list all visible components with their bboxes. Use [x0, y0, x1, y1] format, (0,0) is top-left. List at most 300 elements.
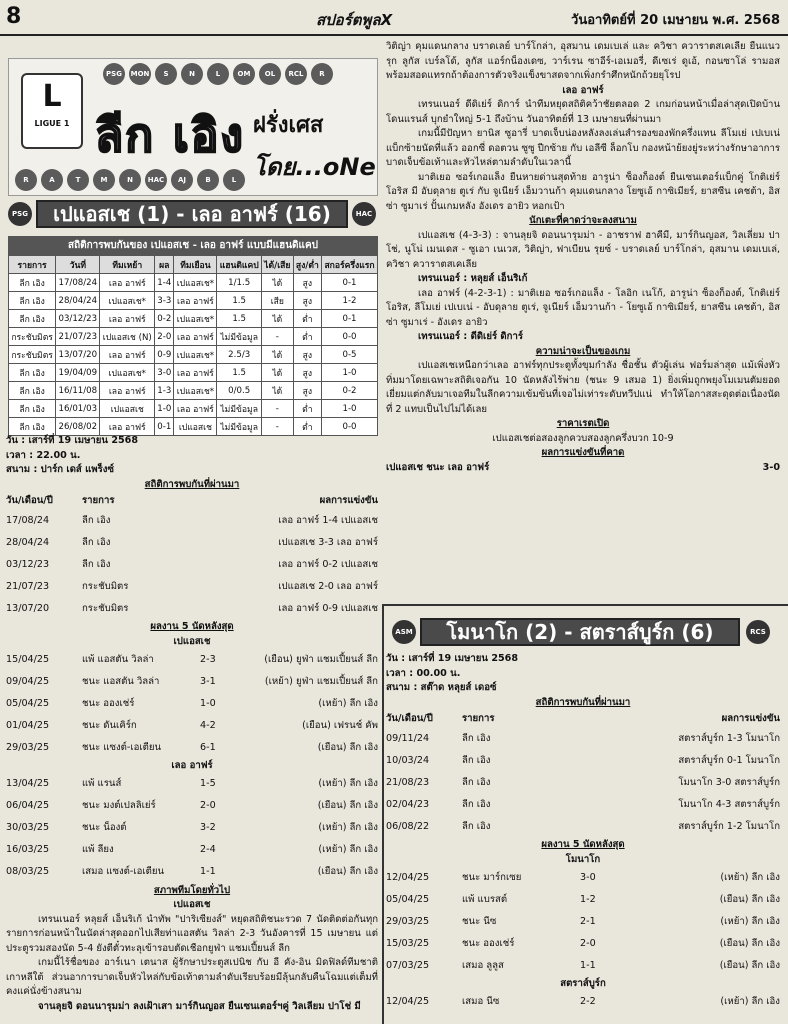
table-row — [9, 418, 378, 436]
h2h-result: เปแอสเช 2-0 เลอ อาฟร์ — [278, 580, 378, 592]
table-row — [9, 400, 378, 418]
form-row — [6, 862, 378, 884]
table-header-cell: วันที่ — [56, 256, 100, 274]
table-cell: 0/0.5 — [217, 382, 262, 400]
form-result: ชนะ มงต์เปลลิเย่ร์ — [82, 800, 156, 812]
table-cell: เปแอสเช (N) — [100, 328, 155, 346]
h2h-row — [6, 554, 378, 576]
form-row — [386, 889, 780, 911]
price-heading: ราคาเรตเปิด — [556, 418, 610, 429]
table-cell: 3-3 — [155, 292, 174, 310]
club-crest-icon: A — [41, 169, 63, 191]
league-banner — [8, 58, 378, 196]
club-crest-icon: OM — [233, 63, 255, 85]
team-news-sub: เปแอสเช — [173, 899, 211, 910]
table-cell: ได้ — [261, 346, 293, 364]
club-crest-icon: MON — [129, 63, 151, 85]
table-cell: 1-3 — [155, 382, 174, 400]
match-venue: สนาม : ปาร์ก เดส์ แพร็งซ์ — [6, 464, 114, 475]
h2h-list — [386, 728, 780, 838]
section-divider — [382, 604, 788, 606]
form-result: เสมอ นีซ — [462, 996, 500, 1008]
away-team-heading: เลอ อาฟร์ — [562, 84, 604, 96]
club-crest-icon: S — [155, 63, 177, 85]
form-score: 1-0 — [200, 697, 216, 709]
h2h-comp: กระชับมิตร — [82, 602, 129, 614]
h2h-result: เลอ อาฟร์ 1-4 เปแอสเช — [278, 514, 378, 526]
form-venue: (เยือน) ลีก เอิง — [719, 959, 780, 971]
table-cell: - — [261, 328, 293, 346]
table-cell: เปแอสเช* — [174, 382, 217, 400]
h2h-result: สตราส์บูร์ก 1-3 โมนาโก — [678, 732, 780, 744]
form-venue: (เหย้า) ลีก เอิง — [720, 996, 780, 1008]
form-row — [6, 796, 378, 818]
section-divider — [382, 604, 384, 1024]
table-cell: 17/08/24 — [56, 274, 100, 292]
table-cell: 16/01/03 — [56, 400, 100, 418]
form-venue: (เหย้า) ยูฟ่า แชมเปี้ยนส์ ลีก — [264, 675, 378, 687]
h2h-comp: ลีก เอิง — [462, 732, 491, 744]
h2h-heading: สถิติการพบกันที่ผ่านมา — [535, 696, 631, 708]
banner-title: ลีก เอิง — [95, 108, 245, 162]
form-score: 2-3 — [200, 653, 216, 665]
form-venue: (เยือน) ยูฟ่า แชมเปี้ยนส์ ลีก — [264, 653, 378, 665]
h2h-row — [386, 772, 780, 794]
article-paragraph: เกมนี้มีปัญหา ยานิส ซูอารี่ บาดเจ็บน่องหลังลงเล่นสำรองของพักครึ่งแทน ลีโมเย่ เปเบเน่ แบ็กซ้ายนัดที่แล้ว ออกซี่ ดอตวน ซูซู ปีกซ้าย กับ เอลีซี ล็อกโบ กองหน้าย้ยงยู่ระหว่างรักษาอาการบาดเจ็บข้อเท้าและหัวไหล่ตามลำดับในเวลานี้ — [386, 128, 780, 168]
table-cell: 1-4 — [155, 274, 174, 292]
h2h-row — [386, 794, 780, 816]
h2h-result: โมนาโก 4-3 สตราส์บูร์ก — [678, 798, 780, 810]
form-date: 05/04/25 — [6, 697, 50, 709]
form-result: ชนะ นีซ — [462, 915, 497, 927]
form-score: 1-2 — [580, 893, 596, 905]
table-row — [9, 328, 378, 346]
team-news-paragraph: เทรนเนอร์ หลุยส์ เอ็นริเก้ นำทัพ "ปาริเซียงส์" หยุดสถิติชนะรวด 7 นัดติดต่อกันทุกรายการก่อนหน้าในนัดล่าสุดออกไปเสียท่าแอสตัน วิลล่า 2-3 วันอังคารที่ 15 เมษายน แต่ประตูรวมสองนัด 5-4 ยังตีตั๋วทะลุเข้ารอบตัดเชือกยูฟ่า แชมเปี้ยนส์ ลีก — [6, 913, 378, 954]
h2h-comp: ลีก เอิง — [82, 514, 111, 526]
table-header-cell: สูง/ต่ำ — [293, 256, 321, 274]
table-row — [9, 346, 378, 364]
article-paragraph: วิติญ่า คุมแดนกลาง บราดเลย์ บาร์โกล่า, อุสมาน เดมเบเล่ และ ควิชา ควาราตสเคเลีย ยืนแนวรุก ลูกัส เบร์ลโด้, ลูกัส แอร์กน็องเดซ, วาร์เรน ซาอีร์-เอเมอรี่, ดีเซเร่ ดูเอ้, กอนซาโล่ รามอส พร้อมสอดแทรกถ้าต้องการตัวจริงแข็งขาสดจากเพิ่งกรำศึกหนักถ้วยยุโรป — [386, 41, 780, 81]
table-header-cell: รายการ — [9, 256, 56, 274]
form-score: 1-1 — [580, 959, 596, 971]
club-crest-icon: L — [223, 169, 245, 191]
table-cell: สูง — [293, 274, 321, 292]
table-row — [9, 274, 378, 292]
lineup-heading: นักเตะที่คาดว่าจะลงสนาม — [529, 215, 637, 226]
h2h-date: 02/04/23 — [386, 798, 430, 810]
match2-title: โมนาโก (2) - สตราส์บูร์ก (6) — [420, 618, 740, 646]
table-cell: 28/04/24 — [56, 292, 100, 310]
table-cell: 0-0 — [322, 328, 378, 346]
table-cell: ต่ำ — [293, 400, 321, 418]
col-result: ผลการแข่งขัน — [721, 712, 780, 724]
form-date: 30/03/25 — [6, 822, 50, 834]
page-number: 8 — [6, 4, 22, 29]
table-cell: 16/11/08 — [56, 382, 100, 400]
issue-date: วันอาทิตย์ที่ 20 เมษายน พ.ศ. 2568 — [571, 13, 780, 28]
form-result: เสมอ แซงต์-เอเตียน — [82, 866, 165, 878]
h2h-comp: ลีก เอิง — [82, 558, 111, 570]
handicap-table — [8, 236, 378, 436]
away-form-list — [6, 774, 378, 884]
table-header-cell: ผล — [155, 256, 174, 274]
table-cell: 1-0 — [155, 400, 174, 418]
form-score: 3-1 — [200, 675, 216, 687]
form-venue: (เยือน) ลีก เอิง — [719, 893, 780, 905]
table-cell: 2-0 — [155, 328, 174, 346]
h2h-heading: สถิติการพบกันที่ผ่านมา — [144, 478, 240, 490]
h2h-result: โมนาโก 3-0 สตราส์บูร์ก — [678, 776, 780, 788]
coach-away: เทรนเนอร์ : ดีดิเย่ร์ ดิการ์ — [418, 331, 524, 342]
home-form-list — [6, 649, 378, 759]
table-cell: - — [261, 418, 293, 436]
table-header-cell: แฮนดิแคป — [217, 256, 262, 274]
club-crest-icon: L — [207, 63, 229, 85]
h2h-col-headers — [386, 710, 780, 728]
h2h-result: สตราส์บูร์ก 0-1 โมนาโก — [678, 754, 780, 766]
table-cell: เปแอสเช* — [174, 346, 217, 364]
match2-info — [386, 652, 780, 1014]
form-result: ชนะ อองเช่ร์ — [82, 697, 135, 709]
match-date: วัน : เสาร์ที่ 19 เมษายน 2568 — [6, 435, 139, 446]
form-venue: (เยือน) เฟรนช์ คัพ — [302, 719, 378, 731]
form-row — [6, 818, 378, 840]
form-date: 29/03/25 — [386, 915, 430, 927]
col-comp: รายการ — [462, 712, 495, 724]
article-paragraph: มาติเยอ ซอร์เกอแล็ง ยืนหายด่านสุดท้าย อารูน่า ซ็องก็องต์ ยืนเซนเตอร์แบ็กคู่ โกติเย่ร์ โอริส มี อับดุลาย ตูเร่ กับ จูเนียร์ เอ็มวานก้า คุมแดนกลาง โยซูเอ้ กาซิเมียร์, ยาสซีน เคชต้า, อิสซ่า ซูมาเร่ ปั้นเกมหลัง อังเดร อายิว หอกเป้า — [386, 171, 780, 212]
ligue1-logo-mark: L — [42, 79, 62, 114]
table-cell: สูง — [293, 382, 321, 400]
table-cell: 0-1 — [155, 418, 174, 436]
table-cell: 03/12/23 — [56, 310, 100, 328]
monaco-crest-icon: ASM — [392, 620, 416, 644]
team-news-paragraph: จานลุยจิ ดอนนารุมม่า ลงเฝ้าเสา มาร์กินญอส ยืนเซนเตอร์ฯคู่ วิลเลียม ปาโช่ มี — [38, 1000, 361, 1012]
match-time: เวลา : 22.00 น. — [6, 449, 81, 461]
club-crest-icon: HAC — [145, 169, 167, 191]
banner-author: โดย...oNe — [253, 153, 376, 181]
h2h-comp: ลีก เอิง — [82, 536, 111, 548]
h2h-date: 21/07/23 — [6, 580, 50, 592]
table-cell: ลีก เอิง — [9, 364, 56, 382]
form-score: 2-2 — [580, 996, 596, 1008]
table-cell: เปแอสเช — [174, 418, 217, 436]
ligue1-logo — [21, 73, 83, 149]
form-date: 13/04/25 — [6, 778, 50, 790]
form-date: 12/04/25 — [386, 996, 430, 1008]
h2h-date: 03/12/23 — [6, 558, 50, 570]
form-score: 2-1 — [580, 915, 596, 927]
h2h-row — [6, 510, 378, 532]
team-news-heading: สภาพทีมโดยทั่วไป — [153, 884, 231, 896]
table-cell: 13/07/20 — [56, 346, 100, 364]
h2h-result: เปแอสเช 3-3 เลอ อาฟร์ — [278, 536, 378, 548]
h2h-result: สตราส์บูร์ก 1-2 โมนาโก — [678, 820, 780, 832]
h2h-list — [6, 510, 378, 620]
price-text: เปแอสเชต่อสองลูกควบสองลูกครึ่งบวก 10-9 — [492, 432, 674, 444]
table-cell: กระชับมิตร — [9, 328, 56, 346]
form-row — [386, 992, 780, 1014]
form-row — [6, 774, 378, 796]
psg-crest-icon: PSG — [8, 202, 32, 226]
table-cell: เสีย — [261, 292, 293, 310]
table-header-cell: สกอร์ครึ่งแรก — [322, 256, 378, 274]
away-form-team: เลอ อาฟร์ — [171, 760, 213, 771]
table-cell: ลีก เอิง — [9, 292, 56, 310]
club-crest-icon: B — [197, 169, 219, 191]
table-cell: เลอ อาฟร์ — [174, 364, 217, 382]
prediction-heading: ผลการแข่งขันที่คาด — [541, 447, 625, 458]
table-cell: เปแอสเช* — [100, 292, 155, 310]
table-cell: ต่ำ — [293, 418, 321, 436]
ligue1-logo-caption: LIGUE 1 — [34, 119, 70, 128]
form-score: 3-0 — [580, 871, 596, 883]
home-form-team: เปแอสเช — [173, 635, 211, 647]
table-cell: ลีก เอิง — [9, 310, 56, 328]
brand-logo: สปอร์ตพูลX — [316, 11, 393, 29]
club-crest-icon: RCL — [285, 63, 307, 85]
form-venue: (เยือน) ลีก เอิง — [719, 937, 780, 949]
h2h-date: 09/11/24 — [386, 732, 430, 744]
h2h-row — [6, 598, 378, 620]
table-cell: เลอ อาฟร์ — [174, 400, 217, 418]
form-date: 16/03/25 — [6, 844, 50, 856]
col-comp: รายการ — [82, 494, 115, 506]
table-cell: เลอ อาฟร์ — [100, 346, 155, 364]
club-crest-icon: N — [181, 63, 203, 85]
h2h-date: 28/04/24 — [6, 536, 50, 548]
form-venue: (เหย้า) ลีก เอิง — [318, 822, 378, 834]
h2h-row — [6, 576, 378, 598]
prediction-row — [386, 461, 780, 477]
analysis-heading: ความน่าจะเป็นของเกม — [535, 345, 631, 357]
home-form-list — [386, 867, 780, 977]
table-header-cell: ได้/เสีย — [261, 256, 293, 274]
lineup-home: เปแอสเช (4-3-3) : จานลุยจิ ดอนนารุมม่า - อาชราฟ ฮาคีมี, มาร์กินญอส, วิลเลี่ยม ปาโช่, นูโน่ เมนเดส - ซูเอา เนเวส, วิติญ่า, ฟาเบียน รุยซ์ - บราดเลย์ บาร์โกล่า, อุสมาน เดมเบเล่, ควิชา ควาราตสเคเลีย — [386, 229, 780, 270]
form-date: 29/03/25 — [6, 741, 50, 753]
form-venue: (เหย้า) ลีก เอิง — [720, 915, 780, 927]
table-cell: 1-0 — [322, 364, 378, 382]
form-date: 08/03/25 — [6, 866, 50, 878]
table-cell: ลีก เอิง — [9, 274, 56, 292]
h2h-date: 10/03/24 — [386, 754, 430, 766]
table-cell: 0-1 — [322, 274, 378, 292]
bottom-crest-row — [15, 169, 245, 191]
form-venue: (เหย้า) ลีก เอิง — [318, 778, 378, 790]
coach-home: เทรนเนอร์ : หลุยส์ เอ็นริเก้ — [418, 273, 528, 284]
table-cell: 1.5 — [217, 292, 262, 310]
match-time: เวลา : 00.00 น. — [386, 667, 461, 679]
form-row — [386, 955, 780, 977]
form-row — [386, 933, 780, 955]
table-cell: ต่ำ — [293, 328, 321, 346]
table-header-cell: ทีมเยือน — [174, 256, 217, 274]
table-cell: เปแอสเช — [100, 400, 155, 418]
form-date: 05/04/25 — [386, 893, 430, 905]
form-heading: ผลงาน 5 นัดหลังสุด — [150, 621, 234, 632]
article-paragraph: เทรนเนอร์ ดีดิเย่ร์ ดิการ์ นำทีมหยุดสถิติคว้าชัยตลอด 2 เกมก่อนหน้าเมื่อล่าสุดเปิดบ้านโดนแรนส์ บุกยำใหญ่ 5-1 ถึงบ้าน วันอาทิตย์ที่ 13 เมษายนที่ผ่านมา — [386, 99, 780, 125]
banner-subtitle: ฝรั่งเศส — [253, 113, 324, 138]
col-result: ผลการแข่งขัน — [319, 494, 378, 506]
table-body — [9, 274, 378, 436]
form-date: 12/04/25 — [386, 871, 430, 883]
table-cell: 0-9 — [155, 346, 174, 364]
match1-article-cont — [386, 40, 780, 477]
form-date: 09/04/25 — [6, 675, 50, 687]
form-score: 2-4 — [200, 844, 216, 856]
table-cell: เลอ อาฟร์ — [100, 310, 155, 328]
table-cell: 0-0 — [322, 418, 378, 436]
lineup-away: เลอ อาฟร์ (4-2-3-1) : มาติเยอ ซอร์เกอแล็ง - โลอิก เนโก้, อารูน่า ซ็องก็องต์, โกติเย่ร์ โอริส, ลีโมเย่ เปเบเน่ - อับดุลาย ตูเร่, จูเนียร์ เอ็มวานก้า - โยซูเอ้ กาซิเมียร์, ยาสซีน เคชต้า, อิสซ่า ซูมาเร่ - อังเดร อายิว — [386, 287, 780, 328]
h2h-row — [386, 816, 780, 838]
table-cell: เปแอสเช* — [174, 310, 217, 328]
form-result: แพ้ แบรสต์ — [462, 893, 508, 905]
h2h-result: เลอ อาฟร์ 0-2 เปแอสเช — [278, 558, 378, 570]
table-cell: 1.5 — [217, 364, 262, 382]
prediction-label: เปแอสเช ชนะ เลอ อาฟร์ — [386, 462, 490, 474]
h2h-comp: ลีก เอิง — [462, 754, 491, 766]
h2h-comp: ลีก เอิง — [462, 820, 491, 832]
form-result: ชนะ น็องต์ — [82, 822, 127, 834]
table-cell: ลีก เอิง — [9, 418, 56, 436]
table-cell: ลีก เอิง — [9, 400, 56, 418]
h2h-row — [386, 750, 780, 772]
h2h-date: 06/08/22 — [386, 820, 430, 832]
table-cell: เปแอสเช* — [174, 274, 217, 292]
h2h-comp: กระชับมิตร — [82, 580, 129, 592]
form-row — [386, 911, 780, 933]
table-cell: 0-1 — [322, 310, 378, 328]
form-venue: (เยือน) ลีก เอิง — [317, 866, 378, 878]
table-row — [9, 382, 378, 400]
prediction-score: 3-0 — [762, 462, 780, 474]
form-result: แพ้ แอสตัน วิลล่า — [82, 653, 154, 665]
table-cell: 1/1.5 — [217, 274, 262, 292]
form-result: แพ้ แรนส์ — [82, 778, 122, 790]
h2h-comp: ลีก เอิง — [462, 798, 491, 810]
form-score: 6-1 — [200, 741, 216, 753]
form-row — [6, 693, 378, 715]
table-cell: ต่ำ — [293, 310, 321, 328]
form-venue: (เยือน) ลีก เอิง — [317, 800, 378, 812]
table-cell: 3-0 — [155, 364, 174, 382]
form-date: 06/04/25 — [6, 800, 50, 812]
table-cell: ไม่มีข้อมูล — [217, 400, 262, 418]
form-score: 2-0 — [200, 800, 216, 812]
table-cell: ไม่มีข้อมูล — [217, 328, 262, 346]
away-form-list — [386, 992, 780, 1014]
form-result: เสมอ ลูลูส — [462, 959, 504, 971]
analysis-text: เปแอสเชเหนือกว่าเลอ อาฟร์ทุกประตูทั้งขุมกำลัง ชื่อชั้น ตัวผู้เล่น ฟอร์มล่าสุด แม้เพิ่งหัวทิ่มมาโดยเฉพาะสถิติเจอกัน 10 นัดหลังไร้พ่าย (ชนะ 9 เสมอ 1) ยิ่งเพิ่มถูกพยุงโมเมนตัมยอดเยี่ยมแต่กลับมาเจอทีมในลีกความเข้มข้นที่เจอไม่เท่าระดับทวีปแน่ ทำให้โอกาสสะดุดต่อเนื่องนัดที่ 2 แทบเป็นไปไม่ได้เลย — [386, 360, 780, 415]
table-cell: 2.5/3 — [217, 346, 262, 364]
table-cell: เลอ อาฟร์ — [174, 292, 217, 310]
table-cell: 19/04/09 — [56, 364, 100, 382]
form-result: ชนะ อองเช่ร์ — [462, 937, 515, 949]
table-cell: ได้ — [261, 274, 293, 292]
form-score: 1-5 — [200, 778, 216, 790]
home-form-team: โมนาโก — [565, 853, 601, 865]
col-date: วัน/เดือน/ปี — [386, 712, 433, 724]
form-venue: (เหย้า) ลีก เอิง — [720, 871, 780, 883]
club-crest-icon: N — [119, 169, 141, 191]
club-crest-icon: AJ — [171, 169, 193, 191]
form-date: 01/04/25 — [6, 719, 50, 731]
col-date: วัน/เดือน/ปี — [6, 494, 53, 506]
table-cell: 26/08/02 — [56, 418, 100, 436]
club-crest-icon: PSG — [103, 63, 125, 85]
match-venue: สนาม : สต๊าด หลุยส์ เดอซ์ — [386, 682, 497, 693]
form-row — [6, 649, 378, 671]
form-result: ชนะ แอสตัน วิลล่า — [82, 675, 160, 687]
table-row — [9, 364, 378, 382]
lehavre-crest-icon: HAC — [352, 202, 376, 226]
table-cell: - — [261, 400, 293, 418]
table-cell: สูง — [293, 292, 321, 310]
h2h-date: 21/08/23 — [386, 776, 430, 788]
table-cell: เลอ อาฟร์ — [100, 382, 155, 400]
table-cell: 21/07/23 — [56, 328, 100, 346]
page-header — [0, 0, 788, 36]
table-cell: เลอ อาฟร์ — [100, 418, 155, 436]
club-crest-icon: OL — [259, 63, 281, 85]
form-row — [6, 840, 378, 862]
h2h-result: เลอ อาฟร์ 0-9 เปแอสเช — [278, 602, 378, 614]
table-cell: 1.5 — [217, 310, 262, 328]
form-row — [386, 867, 780, 889]
h2h-date: 13/07/20 — [6, 602, 50, 614]
table-cell: เปแอสเช* — [100, 364, 155, 382]
away-form-team: สตราส์บูร์ก — [560, 978, 606, 989]
match-date: วัน : เสาร์ที่ 19 เมษายน 2568 — [386, 653, 519, 664]
club-crest-icon: R — [311, 63, 333, 85]
form-date: 15/04/25 — [6, 653, 50, 665]
table-cell: ได้ — [261, 364, 293, 382]
table-row — [9, 292, 378, 310]
table-cell: ได้ — [261, 310, 293, 328]
table-cell: ลีก เอิง — [9, 382, 56, 400]
table-cell: เลอ อาฟร์ — [100, 274, 155, 292]
table-header-cell: ทีมเหย้า — [100, 256, 155, 274]
table-cell: 0-2 — [322, 382, 378, 400]
table-cell: เลอ อาฟร์ — [174, 328, 217, 346]
form-row — [6, 671, 378, 693]
handicap-table-caption: สถิติการพบกันของ เปแอสเช - เลอ อาฟร์ แบบมีแฮนดิแคป — [8, 236, 378, 255]
team-news-paragraph: เกมนี้ไร้ชื่อของ อาร์เนา เตนาส ผู้รักษาประตูสเปนิช กับ อี คัง-อิน มิดฟิลด์ทีมชาติเกาหลีใต้ ส่วนอาการบาดเจ็บหัวไหล่กับข้อเท้าตามลำดับเรียบร้อยมีลุ้นกลับคืนโฉมแต่เต็มที่คงแค่นั่งข้างสนาม — [6, 957, 378, 997]
match1-title: เปแอสเช (1) - เลอ อาฟร์ (16) — [36, 200, 348, 228]
table-cell: กระชับมิตร — [9, 346, 56, 364]
club-crest-icon: T — [67, 169, 89, 191]
h2h-row — [386, 728, 780, 750]
h2h-comp: ลีก เอิง — [462, 776, 491, 788]
h2h-row — [6, 532, 378, 554]
table-cell: ไม่มีข้อมูล — [217, 418, 262, 436]
table-header-row — [9, 256, 378, 274]
form-score: 4-2 — [200, 719, 216, 731]
club-crest-icon: R — [15, 169, 37, 191]
form-score: 3-2 — [200, 822, 216, 834]
form-score: 2-0 — [580, 937, 596, 949]
form-row — [6, 715, 378, 737]
match1-info — [6, 434, 378, 1014]
top-crest-row — [103, 63, 333, 85]
table-cell: 0-2 — [155, 310, 174, 328]
form-score: 1-1 — [200, 866, 216, 878]
form-result: ชนะ ดันเคิร์ก — [82, 719, 137, 731]
strasbourg-crest-icon: RCS — [746, 620, 770, 644]
h2h-col-headers — [6, 492, 378, 510]
table-cell: สูง — [293, 364, 321, 382]
form-date: 15/03/25 — [386, 937, 430, 949]
table-cell: ได้ — [261, 382, 293, 400]
